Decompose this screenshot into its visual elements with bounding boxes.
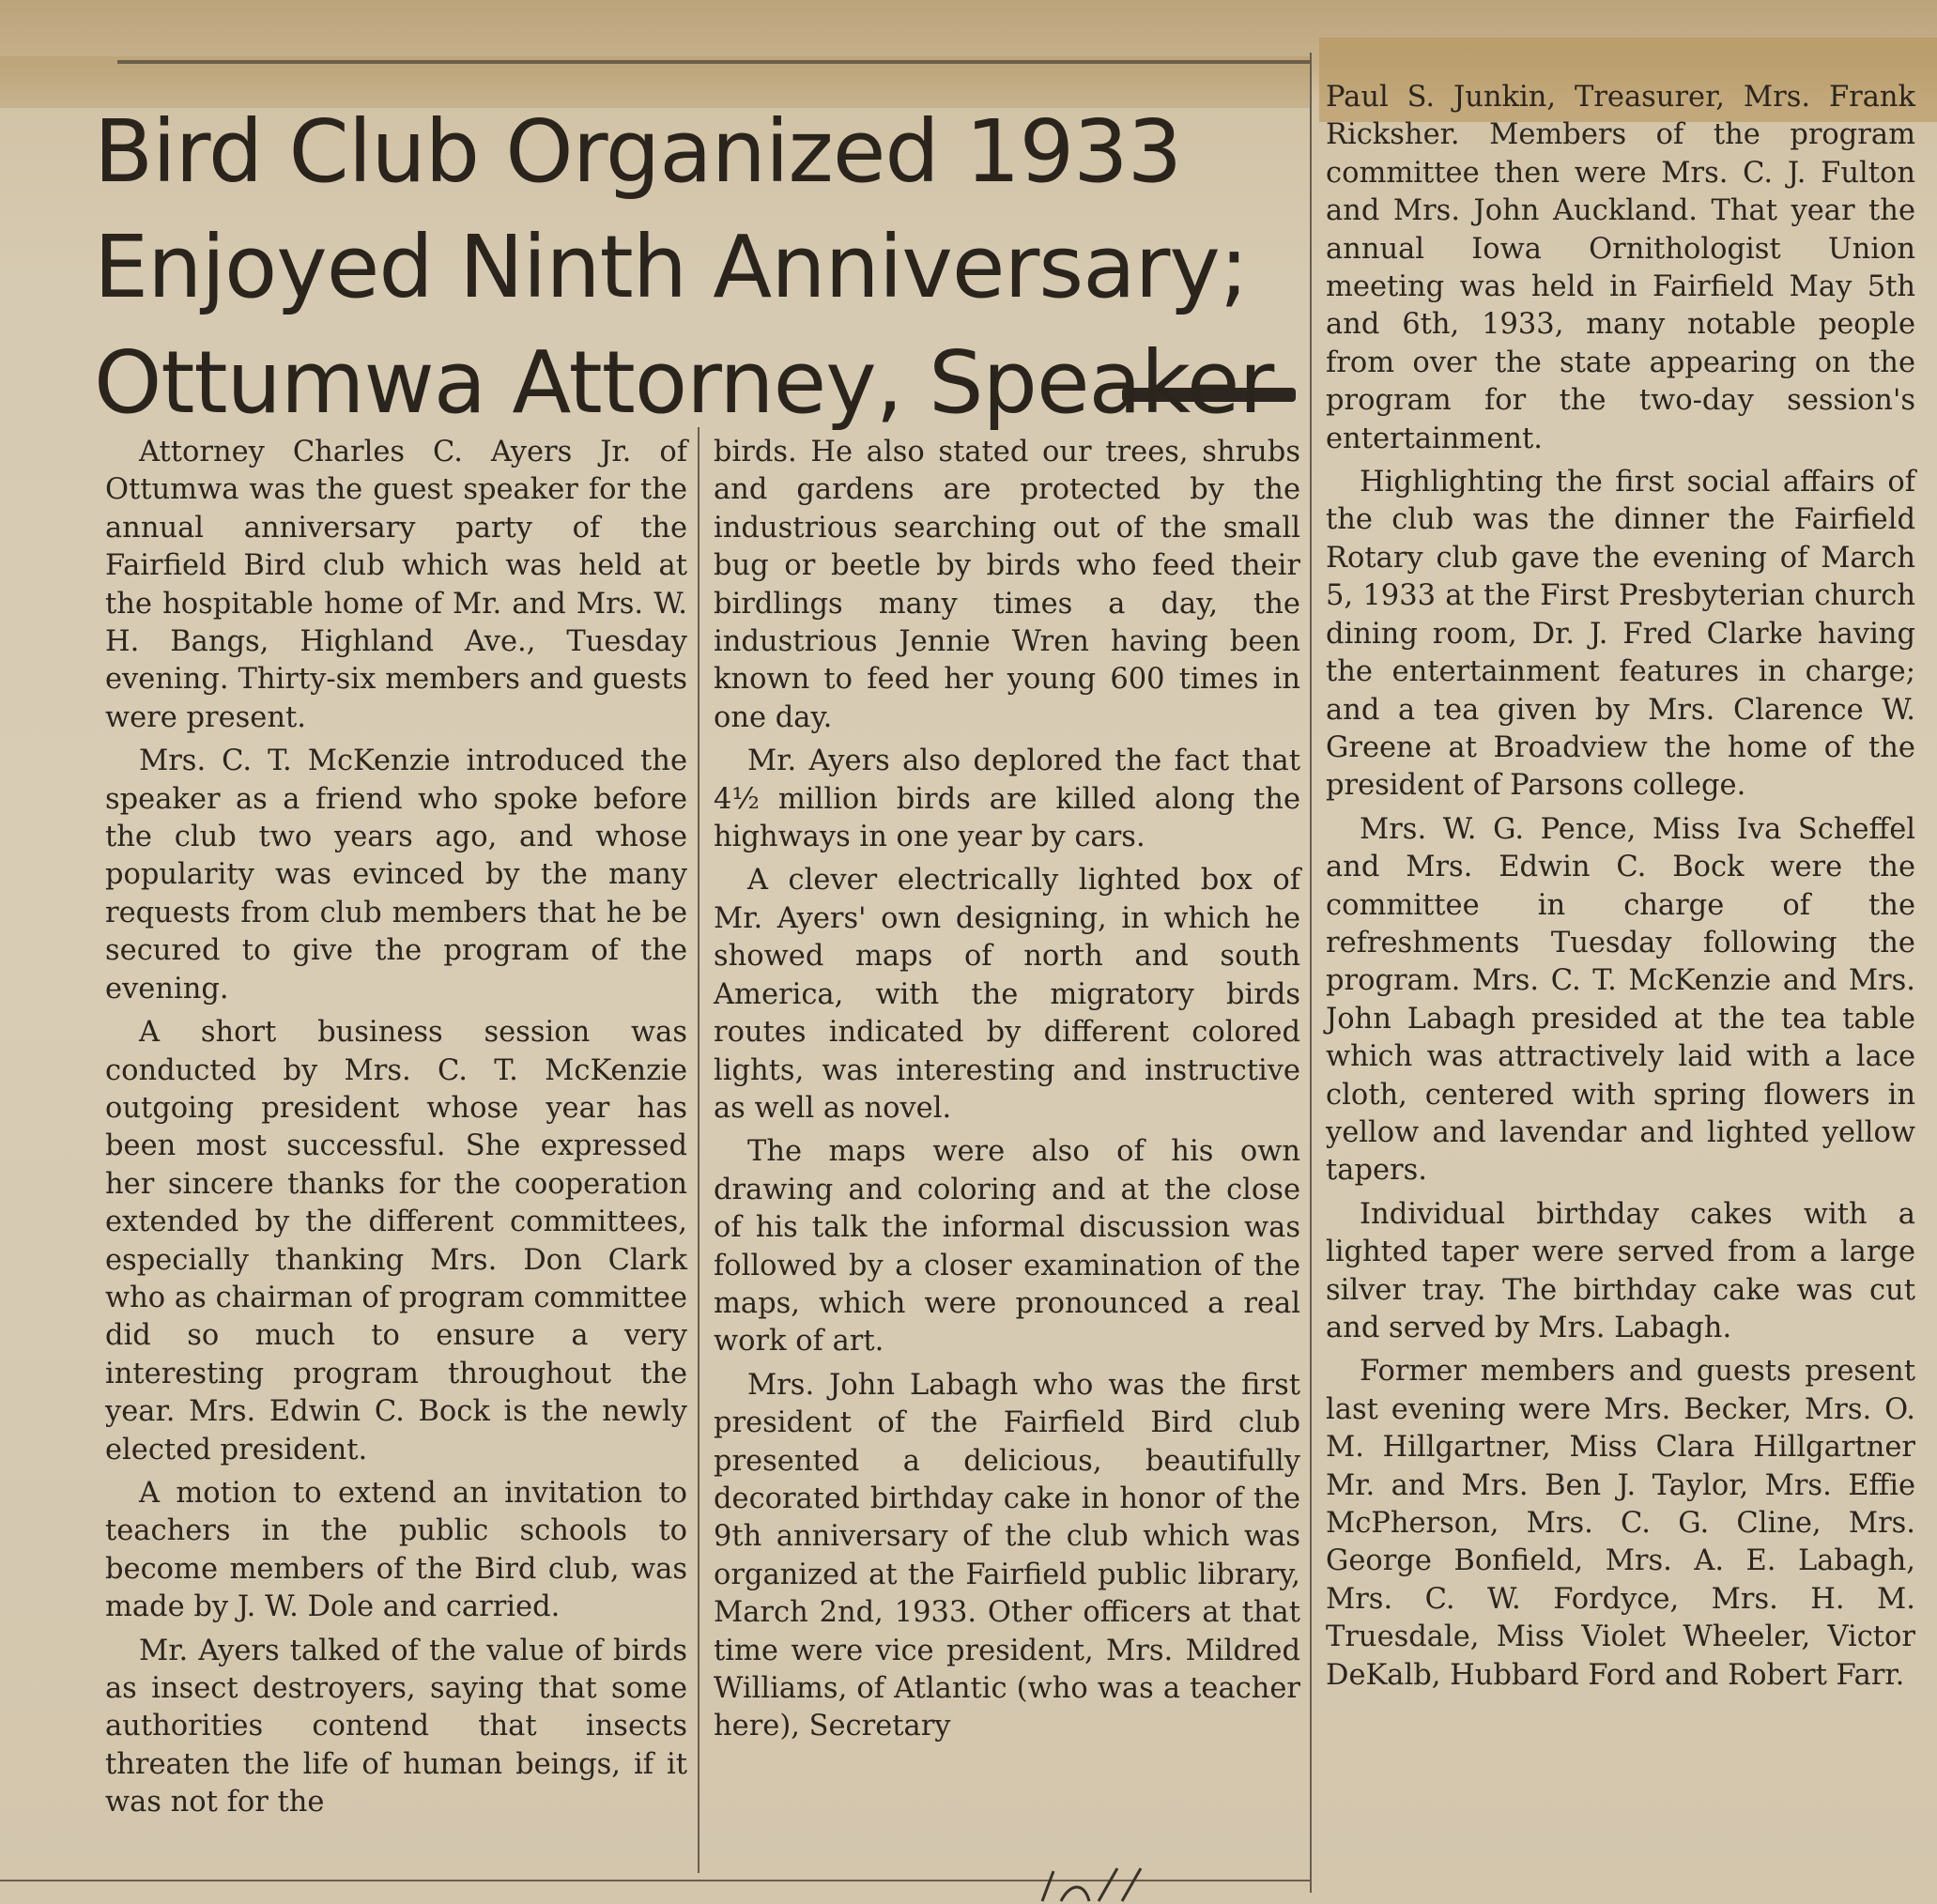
paragraph: A motion to extend an invitation to teachers in the public schools to become members of the Bird club, was made by J. W. Dole and carried. [105,1476,687,1624]
article-column-2 [714,434,1300,1746]
paragraph: The maps were also of his own drawing and coloring and at the close of his talk the informal discussion was followed by a closer examination of the maps, which were pronounced a real work of art. [714,1135,1300,1359]
headline-line-2: Enjoyed Ninth Anniversary; [94,217,1248,317]
paragraph: Highlighting the first social affairs of the club was the dinner the Fairfield Rotary club gave the evening of March 5, 1933 at the First Presbyterian church dining room, Dr. J. Fred Clarke having the entertainment features in charge; and a tea given by Mrs. Clarence W. Greene at Broadview the home of the president of Parsons college. [1326,466,1915,803]
handwriting-mark [1033,1864,1277,1904]
top-rule [117,60,1310,64]
paragraph: A clever electrically lighted box of Mr. Ayers' own designing, in which he showed maps of north and south America, with the migratory birds routes indicated by different colored lights, was interesting and instructive as well as novel. [714,864,1300,1125]
paragraph: Mrs. W. G. Pence, Miss Iva Scheffel and Mrs. Edwin C. Bock were the committee in charge of the refreshments Tuesday following the program. Mrs. C. T. McKenzie and Mrs. John Labagh presided at the tea table which was attractively laid with a lace cloth, centered with spring flowers in yellow and lavendar and lighted yellow tapers. [1326,812,1915,1188]
paragraph: Individual birthday cakes with a lighted taper were served from a large silver tray. The birthday cake was cut and served by Mrs. Labagh. [1326,1197,1915,1344]
paragraph: Mr. Ayers also deplored the fact that 4½ million birds are killed along the highways in one year by cars. [714,745,1300,854]
paragraph: birds. He also stated our trees, shrubs and gardens are protected by the industrious searching out of the small bug or beetle by birds who feed their birdlings many times a day, the industrious Jennie Wren having been known to feed her young 600 times in one day. [714,436,1300,734]
article-column-1 [105,434,687,1822]
paragraph: A short business session was conducted by Mrs. C. T. McKenzie outgoing president whose year has been most successful. She expressed her sincere thanks for the cooperation extended by the different committees, especially thanking Mrs. Don Clark who as chairman of program committee did so much to ensure a very interesting program throughout the year. Mrs. Edwin C. Bock is the newly elected president. [105,1016,687,1466]
paragraph: Former members and guests present last evening were Mrs. Becker, Mrs. O. M. Hillgartner, Miss Clara Hillgartner Mr. and Mrs. Ben J. Taylor, Mrs. Effie McPherson, Mrs. C. G. Cline, Mrs. George Bonfield, Mrs. A. E. Labagh, Mrs. C. W. Fordyce, Mrs. H. M. Truesdale, Miss Violet Wheeler, Victor DeKalb, Hubbard Ford and Robert Farr. [1326,1355,1915,1692]
headline-line-1: Bird Club Organized 1933 [94,101,1182,202]
paragraph: Mrs. C. T. McKenzie introduced the speaker as a friend who spoke before the club two years ago, and whose popularity was evinced by the many requests from club members that he be secured to give the program of the evening. [105,745,687,1006]
paragraph: Mrs. John Labagh who was the first president of the Fairfield Bird club presented a delicious, beautifully decorated birthday cake in honor of the 9th anniversary of the club which was organized at the Fairfield public library, March 2nd, 1933. Other officers at that time were vice president, Mrs. Mildred Williams, of Atlantic (who was a teacher here), Secretary [714,1368,1300,1743]
article-column-3 [1326,79,1915,1695]
column-divider-1 [698,427,699,1873]
paragraph: Paul S. Junkin, Treasurer, Mrs. Frank Ricksher. Members of the program committee then were Mrs. C. J. Fulton and Mrs. John Auckland. That year the annual Iowa Ornithologist Union meeting was held in Fairfield May 5th and 6th, 1933, many notable people from over the state appearing on the program for the two-day session's entertainment. [1326,81,1915,455]
headline [94,94,1274,440]
paragraph: Mr. Ayers talked of the value of birds as insect destroyers, saying that some authorities contend that insects threaten the life of human beings, if it was not for the [105,1634,687,1820]
headline-line-3: Ottumwa Attorney, Speaker [94,332,1274,433]
paragraph: Attorney Charles C. Ayers Jr. of Ottumwa was the guest speaker for the annual anniversary party of the Fairfield Bird club which was held at the hospitable home of Mr. and Mrs. W. H. Bangs, Highland Ave., Tuesday evening. Thirty-six members and guests were present. [105,436,687,734]
column-divider-right [1310,53,1312,1893]
